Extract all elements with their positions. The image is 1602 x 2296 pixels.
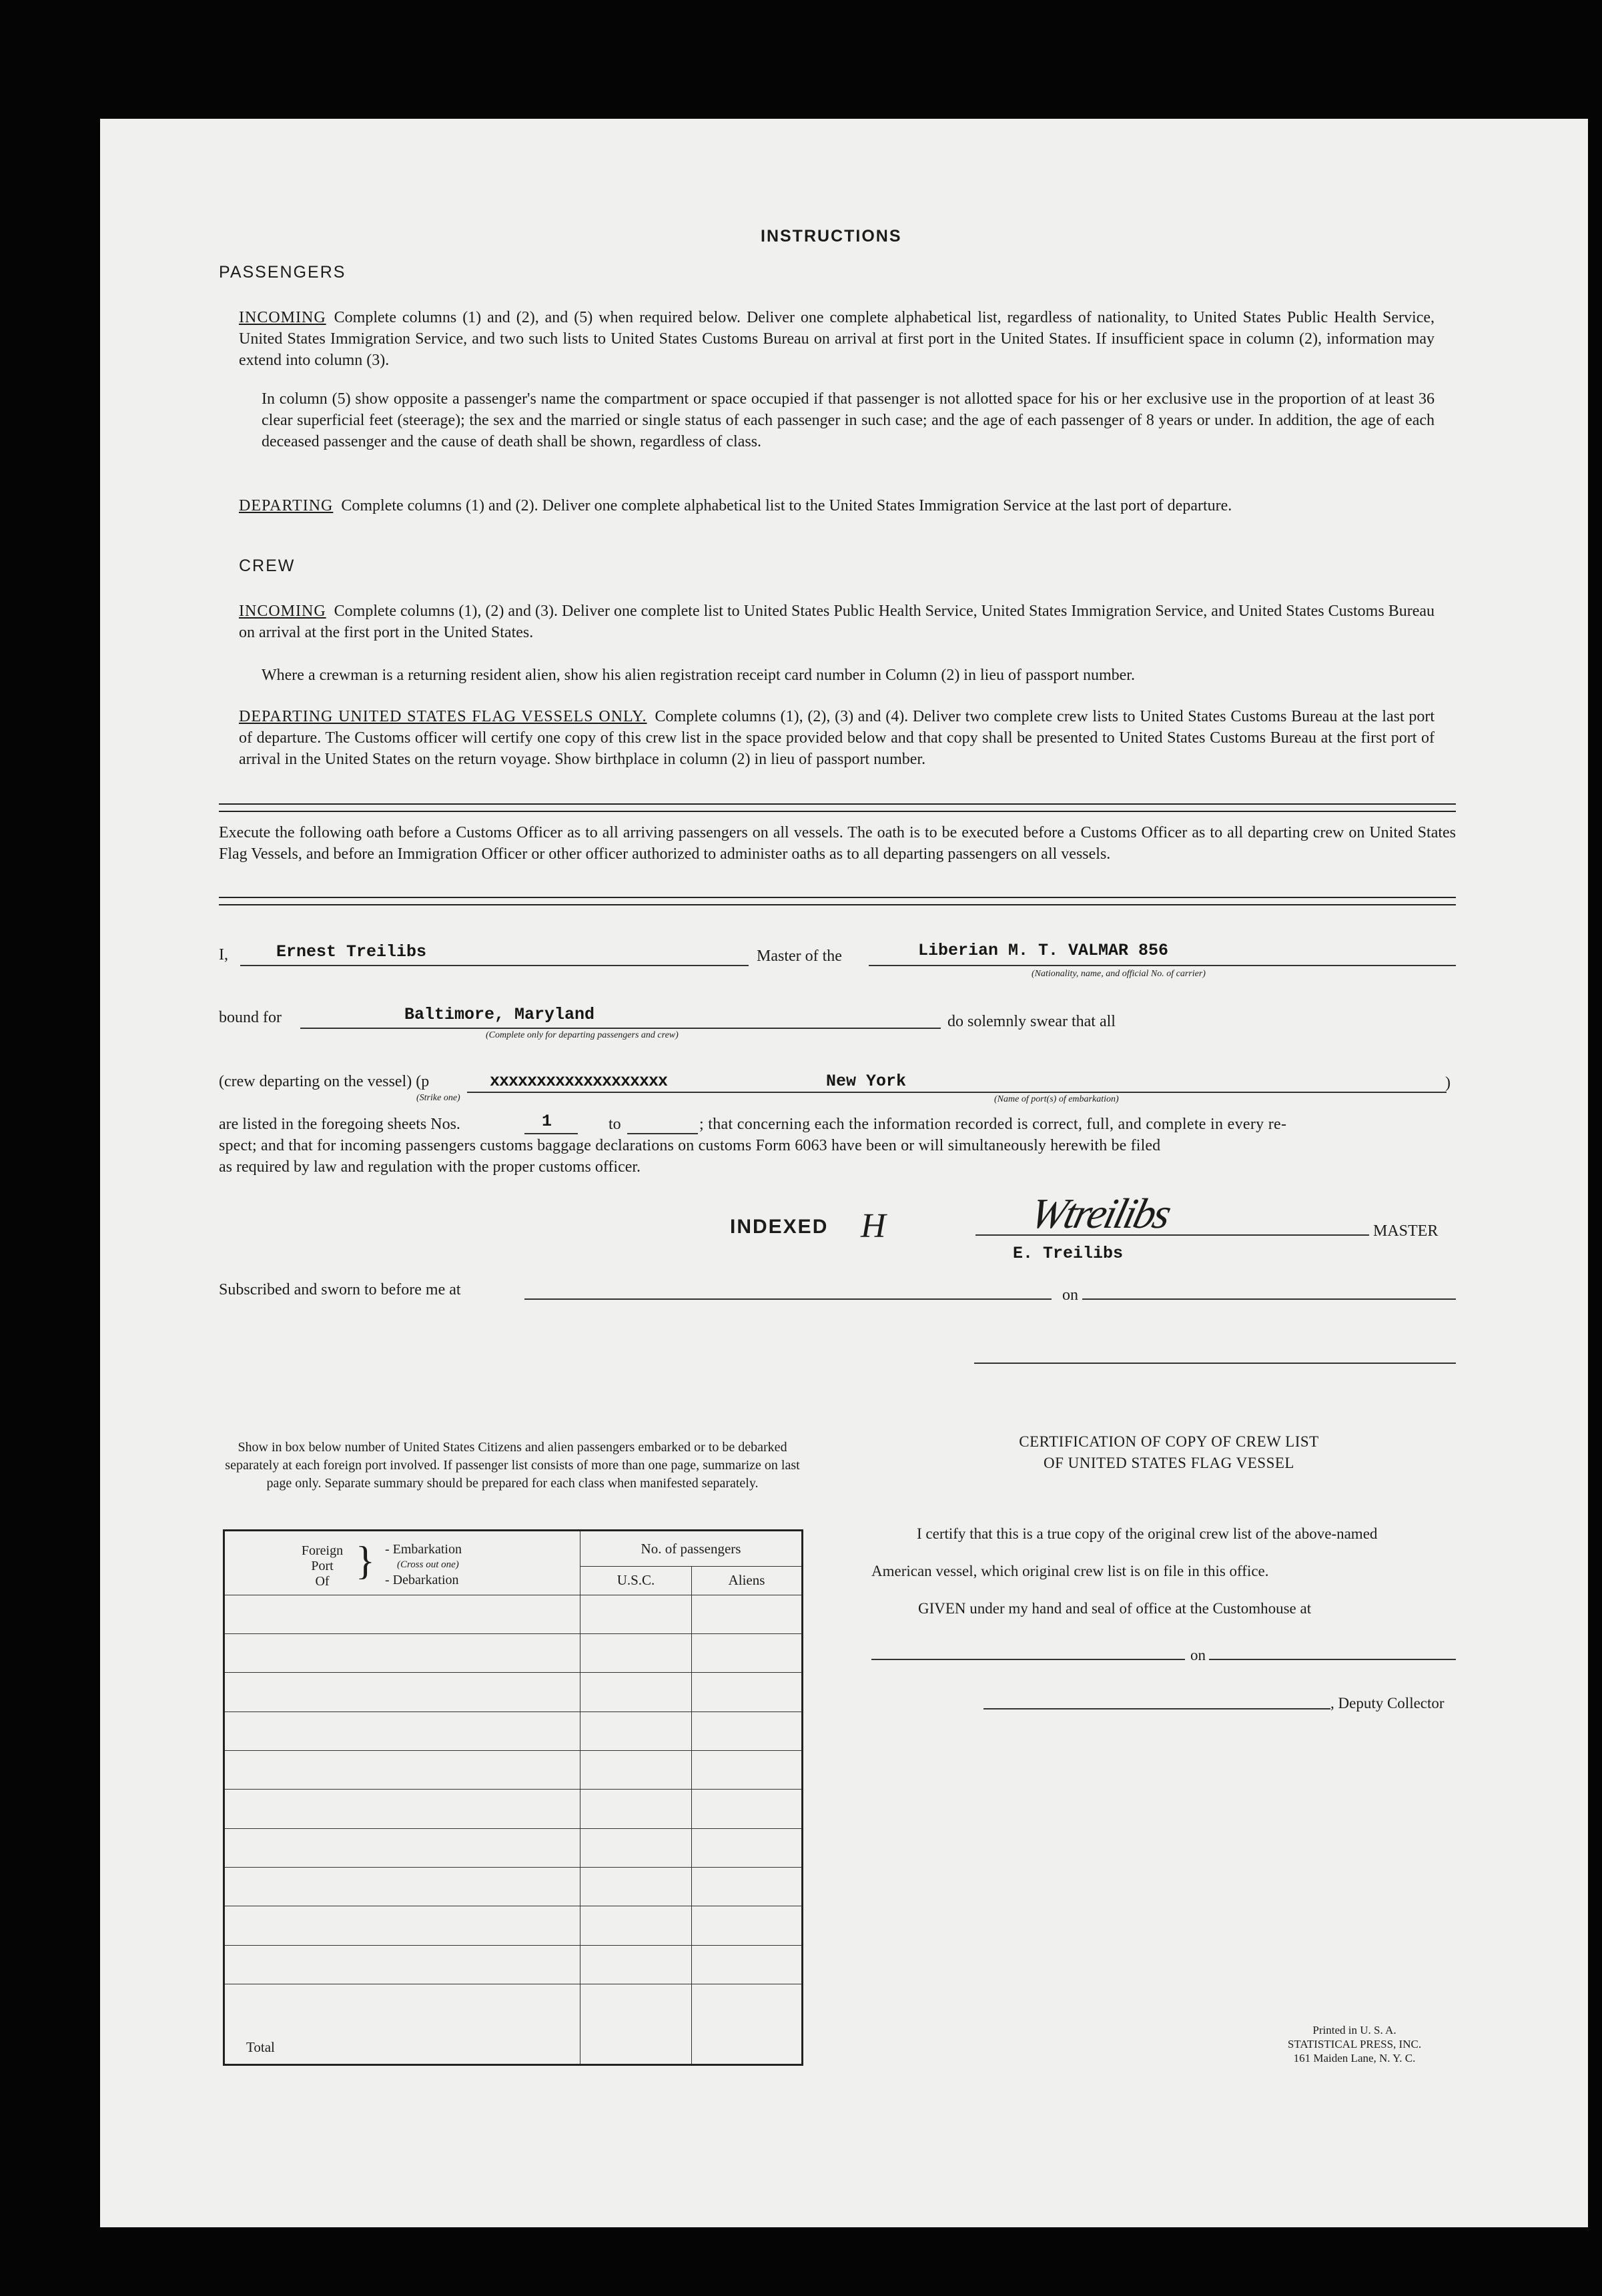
given-text: GIVEN under my hand and seal of office at the Customhouse at [918,1600,1312,1617]
swear-text: do solemnly swear that all [947,1013,1116,1030]
customhouse-line[interactable] [871,1659,1185,1660]
certification-date-line[interactable] [1209,1659,1456,1660]
indexed-stamp: INDEXED [730,1216,829,1238]
table-row[interactable] [224,1945,803,1984]
table-row[interactable] [224,1868,803,1906]
oath-instructions: Execute the following oath before a Customs Officer as to all arriving passengers on all vessels. The oath is to be executed before a Customs Officer as to all departing crew on United States Flag Vessels, and before an Immigration Officer or other officer authorized to administer oaths as to all departing passengers on all vessels. [219,824,1456,863]
total-label: Total [224,1984,580,2065]
vessel-caption: (Nationality, name, and official No. of carrier) [1032,969,1206,979]
master-signature: Wtreilibs [1026,1190,1175,1237]
table-row[interactable] [224,1906,803,1945]
embarkation-line [467,1092,1447,1093]
subscribed-on-label: on [1062,1286,1078,1304]
bound-for-caption: (Complete only for departing passengers and crew) [486,1030,679,1040]
column5-paragraph: In column (5) show opposite a passenger's name the compartment or space occupied if that passenger is not allotted space for his or her exclusive use in the proportion of at least 36 clear superficial feet (steerage); the sex and the married or single status of each passenger in such case; and the age of each passenger of 8 years or under. In addition, the age of each deceased passenger and the cause of death shall be shown, regardless of class. [262,390,1435,450]
struck-out-text: xxxxxxxxxxxxxxxxxxx [490,1072,668,1091]
subscribed-label: Subscribed and sworn to before me at [219,1281,461,1298]
table-row[interactable] [224,1828,803,1867]
port-label: Foreign Port Of [301,1543,344,1589]
sheet-to-line[interactable] [627,1133,698,1134]
deputy-signature-line[interactable] [983,1708,1330,1709]
oath-line-3: as required by law and regulation with the proper customs officer. [219,1158,641,1176]
sheet-to-label: to [609,1116,621,1133]
table-row[interactable] [224,1673,803,1711]
embarkation-port-field[interactable]: New York [826,1072,907,1091]
printer-line-1: Printed in U. S. A. [1312,2024,1396,2036]
passengers-count-header: No. of passengers [580,1531,803,1567]
certification-title-1: CERTIFICATION OF COPY OF CREW LIST [1019,1433,1319,1450]
debarkation-option[interactable]: - Debarkation [385,1573,459,1587]
table-row[interactable] [224,1751,803,1790]
officer-signature-line[interactable] [974,1363,1456,1364]
master-name-field[interactable]: Ernest Treilibs [276,942,427,962]
total-row[interactable] [224,1984,803,2065]
subscribed-date-line[interactable] [1082,1298,1456,1300]
crew-departing-paragraph [239,706,1435,770]
printer-line-3: 161 Maiden Lane, N. Y. C. [1293,2052,1416,2064]
signature-line [975,1234,1369,1236]
table-row[interactable] [224,1711,803,1750]
embark-options: - Embarkation (Cross out one) - Debarkation [385,1542,462,1587]
master-label: MASTER [1373,1222,1439,1240]
embarkation-caption: (Name of port(s) of embarkation) [994,1094,1119,1104]
vessel-line [869,965,1456,966]
certify-line-2: American vessel, which original crew list is on file in this office. [871,1563,1269,1579]
aliens-header: Aliens [692,1567,803,1595]
crew-incoming-paragraph [239,601,1435,643]
master-of-label: Master of the [757,947,842,965]
passenger-summary-table [223,1529,803,2066]
section-divider-bottom [219,897,1456,905]
crew-departing-label: DEPARTING UNITED STATES FLAG VESSELS ONLY. [239,708,647,725]
passengers-departing-label: DEPARTING [239,497,334,514]
vessel-field[interactable]: Liberian M. T. VALMAR 856 [918,941,1169,960]
passengers-departing-paragraph [239,495,1435,516]
section-divider-top [219,803,1456,812]
crew-incoming-text: Complete columns (1), (2) and (3). Deliver one complete list to United States Public Health Service, United States Immigration Service, and United States Customs Bureau on arrival at the first port in the United States. [239,603,1435,641]
certification-on-label: on [1190,1647,1206,1663]
deputy-collector-label: , Deputy Collector [1330,1695,1445,1711]
oath-line-2: spect; and that for incoming passengers customs baggage declarations on customs Form 6063 have been or will simultaneously herewith be filed [219,1137,1161,1154]
passengers-incoming-paragraph [239,307,1435,371]
certification-title-2: OF UNITED STATES FLAG VESSEL [1044,1455,1294,1471]
bound-for-label: bound for [219,1009,282,1026]
strike-caption: (Strike one) [416,1093,460,1103]
sheets-suffix: ; that concerning each the information recorded is correct, full, and complete in every re- [699,1116,1287,1133]
port-header-cell [224,1531,580,1595]
table-row[interactable] [224,1633,803,1672]
bound-for-field[interactable]: Baltimore, Maryland [404,1005,595,1024]
oath-i-label: I, [219,946,228,964]
indexed-mark: H [861,1207,886,1245]
table-row[interactable] [224,1790,803,1828]
usc-header: U.S.C. [580,1567,692,1595]
printer-line-2: STATISTICAL PRESS, INC. [1287,2038,1422,2050]
passengers-heading: PASSENGERS [219,263,346,282]
sheet-from-field[interactable]: 1 [542,1112,552,1131]
closing-paren: ) [1445,1074,1451,1092]
instructions-title: INSTRUCTIONS [761,227,902,246]
typed-signer: E. Treilibs [1013,1244,1124,1263]
table-row[interactable] [224,1595,803,1633]
passengers-departing-text: Complete columns (1) and (2). Deliver one complete alphabetical list to the United States Immigration Service at the last port of departure. [341,497,1232,514]
crew-heading: CREW [239,556,296,575]
brace-glyph: } [356,1539,375,1583]
passengers-incoming-text: Complete columns (1) and (2), and (5) when required below. Deliver one complete alphabetical list, regardless of nationality, to United States Public Health Service, United States Immigration Service, and two such lists to United States Customs Bureau on arrival at first port in the United States. If insufficient space in column (2), information may extend into column (3). [239,309,1435,369]
embarkation-option[interactable]: - Embarkation [385,1542,462,1557]
subscribed-place-line[interactable] [524,1298,1052,1300]
crew-departing-label: (crew departing on the vessel) (p [219,1073,430,1090]
sheets-prefix: are listed in the foregoing sheets Nos. [219,1116,460,1133]
crew-resident-paragraph: Where a crewman is a returning resident alien, show his alien registration receipt card number in Column (2) in lieu of passport number. [262,667,1135,684]
master-name-line [240,965,749,966]
sheet-from-line [524,1133,578,1134]
printer-imprint [1241,2023,1468,2065]
certify-line-1: I certify that this is a true copy of the original crew list of the above-named [917,1525,1378,1542]
summary-instruction: Show in box below number of United States Citizens and alien passengers embarked or to be debarked separately at each foreign port involved. If passenger list consists of more than one page, summarize on last page only. Separate summary should be prepared for each class when manifested separately. [225,1440,800,1491]
passengers-incoming-label: INCOMING [239,309,326,326]
crew-incoming-label: INCOMING [239,603,326,620]
crew-departing-text: Complete columns (1), (2), (3) and (4). Deliver two complete crew lists to United States Customs Bureau at the last port of departure. The Customs officer will certify one copy of this crew list in the space provided below and that copy shall be presented to United States Customs Bureau at the first port of arrival in the United States on the return voyage. Show birthplace in column (2) in lieu of passport number. [239,708,1435,768]
bound-for-line [300,1028,941,1029]
